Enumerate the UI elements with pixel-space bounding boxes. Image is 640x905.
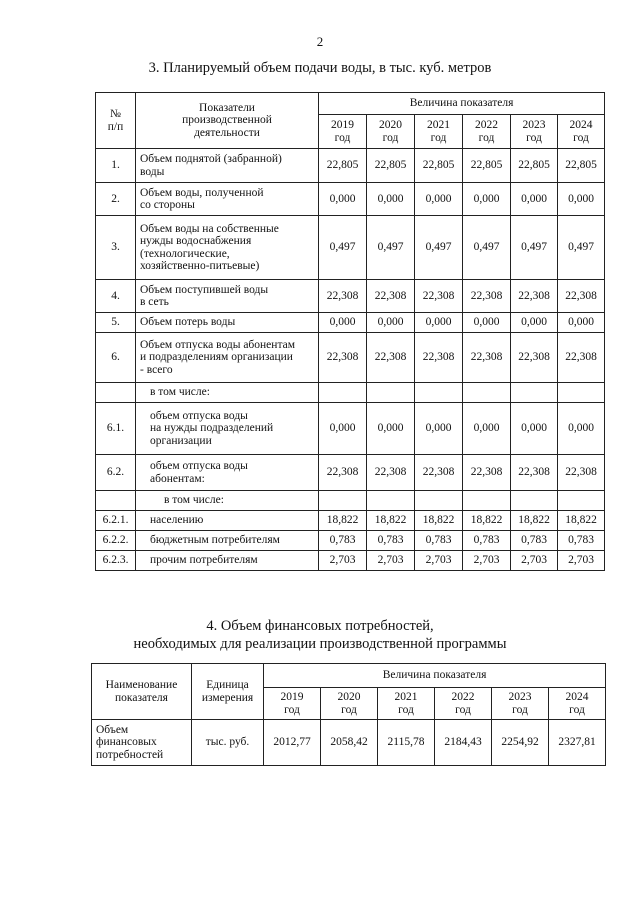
table-row [96, 280, 605, 313]
value-cell: 22,308 [367, 333, 415, 383]
row-number: 1. [96, 149, 136, 183]
value-cell: 18,822 [367, 511, 415, 531]
value-cell: 0,000 [558, 403, 605, 455]
value-cell: 18,822 [463, 511, 511, 531]
row-number: 4. [96, 280, 136, 313]
value-cell: 22,805 [367, 149, 415, 183]
value-cell [511, 491, 558, 511]
value-cell: 0,497 [463, 216, 511, 280]
year-header-5: 2024 год [558, 115, 605, 149]
value-cell: 22,805 [511, 149, 558, 183]
row-indicator: прочим потребителям [136, 551, 319, 571]
value-cell: 22,308 [319, 333, 367, 383]
year-header-2: 2021 год [415, 115, 463, 149]
row-number [96, 383, 136, 403]
row-indicator: в том числе: [136, 491, 319, 511]
value-cell [415, 491, 463, 511]
row-number: 6.2.3. [96, 551, 136, 571]
value-cell [319, 383, 367, 403]
value-cell [511, 383, 558, 403]
col-header-num: № п/п [96, 93, 136, 149]
value-cell: 0,000 [463, 403, 511, 455]
value-cell: 0,000 [319, 403, 367, 455]
value-cell [319, 491, 367, 511]
t2-value-cell: 2115,78 [378, 720, 435, 766]
table-row [96, 333, 605, 383]
value-cell: 22,308 [463, 280, 511, 313]
t2-value-cell: 2058,42 [321, 720, 378, 766]
t2-year-header-0: 2019 год [264, 688, 321, 720]
value-cell [415, 383, 463, 403]
row-indicator: объем отпуска воды на нужды подразделений организации [136, 403, 319, 455]
table-row [96, 403, 605, 455]
row-number: 5. [96, 313, 136, 333]
t2-year-header-2: 2021 год [378, 688, 435, 720]
t2-value-cell: 2012,77 [264, 720, 321, 766]
value-cell: 0,000 [367, 403, 415, 455]
value-cell: 0,783 [558, 531, 605, 551]
value-cell: 2,703 [558, 551, 605, 571]
row-number [96, 491, 136, 511]
value-cell: 22,805 [558, 149, 605, 183]
value-cell: 22,805 [319, 149, 367, 183]
row-indicator: Объем воды на собственные нужды водоснабжения (технологические, хозяйственно-питьевые) [136, 216, 319, 280]
year-header-3: 2022 год [463, 115, 511, 149]
t2-value-cell: 2254,92 [492, 720, 549, 766]
value-cell: 0,000 [319, 313, 367, 333]
row-indicator: Объем отпуска воды абонентам и подразделениям организации - всего [136, 333, 319, 383]
table-row [96, 511, 605, 531]
t2-year-header-1: 2020 год [321, 688, 378, 720]
value-cell: 22,308 [463, 333, 511, 383]
value-cell [367, 383, 415, 403]
table-row [96, 531, 605, 551]
row-number: 6. [96, 333, 136, 383]
t2-value-cell: 2184,43 [435, 720, 492, 766]
value-cell: 18,822 [319, 511, 367, 531]
value-cell: 2,703 [319, 551, 367, 571]
value-cell: 0,000 [319, 183, 367, 216]
value-cell: 22,308 [558, 333, 605, 383]
value-cell: 0,000 [558, 313, 605, 333]
row-number: 3. [96, 216, 136, 280]
value-cell: 2,703 [415, 551, 463, 571]
year-header-0: 2019 год [319, 115, 367, 149]
row-indicator: в том числе: [136, 383, 319, 403]
table-row [96, 149, 605, 183]
value-cell: 0,000 [415, 403, 463, 455]
row-number: 6.2.1. [96, 511, 136, 531]
table-row [96, 455, 605, 491]
col-header-indicator: Показатели производственной деятельности [136, 93, 319, 149]
table-row [96, 313, 605, 333]
t2-year-header-5: 2024 год [549, 688, 606, 720]
row-number: 6.2. [96, 455, 136, 491]
value-cell: 22,308 [558, 280, 605, 313]
value-cell: 0,783 [415, 531, 463, 551]
value-cell: 22,805 [415, 149, 463, 183]
table-row [96, 491, 605, 511]
table-row [96, 216, 605, 280]
table-row [92, 720, 606, 766]
value-cell: 2,703 [511, 551, 558, 571]
section4-title-line1: 4. Объем финансовых потребностей, [206, 618, 434, 634]
value-cell: 0,497 [558, 216, 605, 280]
value-cell: 0,000 [367, 183, 415, 216]
value-cell [463, 383, 511, 403]
value-cell: 0,497 [367, 216, 415, 280]
value-cell: 22,308 [463, 455, 511, 491]
t2-row-unit: тыс. руб. [192, 720, 264, 766]
year-header-4: 2023 год [511, 115, 558, 149]
table-row [96, 183, 605, 216]
t2-row-name: Объем финансовых потребностей [92, 720, 192, 766]
value-cell: 0,497 [511, 216, 558, 280]
section3-title: 3. Планируемый объем подачи воды, в тыс. куб. метров [148, 60, 492, 76]
row-number: 6.1. [96, 403, 136, 455]
t2-year-header-3: 2022 год [435, 688, 492, 720]
value-cell: 2,703 [367, 551, 415, 571]
value-cell: 18,822 [415, 511, 463, 531]
t2-value-cell: 2327,81 [549, 720, 606, 766]
table-row [96, 383, 605, 403]
value-cell: 0,783 [511, 531, 558, 551]
year-header-1: 2020 год [367, 115, 415, 149]
value-cell: 22,308 [511, 455, 558, 491]
value-cell: 0,783 [367, 531, 415, 551]
value-cell: 0,497 [319, 216, 367, 280]
value-cell: 22,308 [415, 333, 463, 383]
value-cell: 22,308 [319, 455, 367, 491]
value-cell [558, 491, 605, 511]
row-number: 2. [96, 183, 136, 216]
t2-header-value: Величина показателя [264, 664, 606, 688]
value-cell: 0,000 [415, 313, 463, 333]
value-cell: 22,308 [415, 280, 463, 313]
t2-header-unit: Единица измерения [192, 664, 264, 720]
value-cell: 0,000 [367, 313, 415, 333]
value-cell: 0,783 [463, 531, 511, 551]
value-cell [558, 383, 605, 403]
value-cell [367, 491, 415, 511]
value-cell: 0,000 [511, 183, 558, 216]
value-cell: 0,000 [511, 403, 558, 455]
row-number: 6.2.2. [96, 531, 136, 551]
value-cell: 0,000 [463, 313, 511, 333]
section4-title [0, 617, 640, 653]
value-cell: 22,308 [511, 333, 558, 383]
value-cell: 0,000 [415, 183, 463, 216]
row-indicator: Объем поступившей воды в сеть [136, 280, 319, 313]
table-row [96, 551, 605, 571]
value-cell: 22,308 [415, 455, 463, 491]
value-cell: 0,497 [415, 216, 463, 280]
value-cell [463, 491, 511, 511]
row-indicator: бюджетным потребителям [136, 531, 319, 551]
value-cell: 22,308 [558, 455, 605, 491]
page-number: 2 [316, 34, 324, 49]
water-volume-table [95, 92, 605, 571]
value-cell: 22,308 [319, 280, 367, 313]
t2-header-indicator: Наименование показателя [92, 664, 192, 720]
row-indicator: Объем воды, полученной со стороны [136, 183, 319, 216]
row-indicator: населению [136, 511, 319, 531]
row-indicator: объем отпуска воды абонентам: [136, 455, 319, 491]
value-cell: 22,308 [367, 280, 415, 313]
value-cell: 22,308 [511, 280, 558, 313]
value-cell: 0,000 [558, 183, 605, 216]
value-cell: 18,822 [558, 511, 605, 531]
section4-title-line2: необходимых для реализации производственной программы [133, 636, 507, 652]
value-cell: 0,783 [319, 531, 367, 551]
row-indicator: Объем поднятой (забранной) воды [136, 149, 319, 183]
t2-year-header-4: 2023 год [492, 688, 549, 720]
value-cell: 0,000 [511, 313, 558, 333]
col-header-value: Величина показателя [319, 93, 605, 115]
value-cell: 18,822 [511, 511, 558, 531]
value-cell: 2,703 [463, 551, 511, 571]
row-indicator: Объем потерь воды [136, 313, 319, 333]
value-cell: 0,000 [463, 183, 511, 216]
financial-needs-table [91, 663, 606, 766]
value-cell: 22,805 [463, 149, 511, 183]
value-cell: 22,308 [367, 455, 415, 491]
